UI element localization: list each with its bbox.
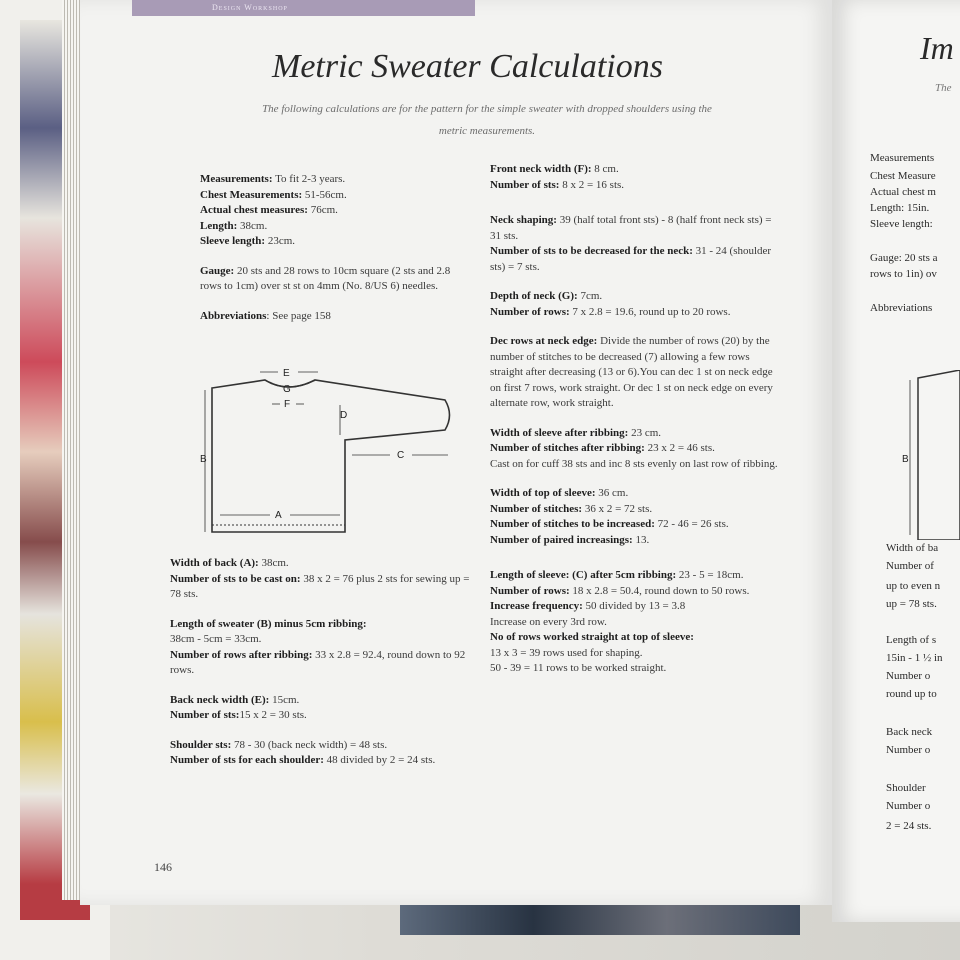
cast-on-label: Number of sts to be cast on: (170, 572, 301, 585)
sleeve-rib-sts-value: 23 x 2 = 46 sts. (647, 442, 715, 454)
right-page-line: Abbreviations (870, 302, 933, 314)
neck-depth-label: Depth of neck (G): (490, 290, 578, 302)
sleeve-rows-label: Number of rows: (490, 584, 570, 597)
length-label: Length: (200, 219, 238, 232)
sleeve-rib-sts-label: Number of stitches after ribbing: (490, 442, 645, 454)
front-neck-label: Front neck width (F): (490, 163, 592, 175)
right-page-line: Width of ba (886, 542, 939, 554)
right-page-line: Measurements (870, 152, 935, 164)
neck-shaping-value: 39 (half total front sts) - 8 (half front neck sts) = 31 sts. (490, 214, 772, 242)
sleeve-rib-width-label: Width of sleeve after ribbing: (490, 426, 629, 439)
neck-shaping-label: Neck shaping: (490, 214, 557, 226)
back-width-block (170, 556, 470, 603)
gauge-block (200, 264, 460, 295)
chest-value: 51-56cm. (304, 188, 347, 201)
label-f: F (284, 399, 291, 410)
shoulder-label: Shoulder sts: (170, 738, 232, 751)
front-neck-sts-value: 8 x 2 = 16 sts. (562, 178, 625, 191)
actual-chest-value: 76cm. (310, 204, 338, 216)
right-page-line: Gauge: 20 sts a (870, 252, 938, 264)
sweater-length-label: Length of sweater (B) minus 5cm ribbing: (170, 617, 367, 630)
sleeve-rib-note: Cast on for cuff 38 sts and inc 8 sts evenly on last row of ribbing. (490, 457, 778, 470)
right-page-line: Number o (886, 744, 931, 756)
label-e: E (283, 368, 290, 379)
neck-dec-value: 31 - 24 (shoulder sts) = 7 sts. (490, 245, 772, 273)
neck-shaping-block (490, 213, 780, 275)
front-neck-block (490, 162, 780, 193)
measurements-label: Measurements: (200, 173, 273, 185)
back-neck-block (170, 693, 470, 724)
page-number: 146 (154, 860, 172, 874)
neck-depth-block (490, 289, 780, 320)
intro-text: The following calculations are for the pattern for the simple sweater with dropped shoulders using the metric measurements. (262, 103, 712, 137)
neck-dec-label: Number of sts to be decreased for the neck: (490, 245, 693, 257)
right-page-line: round up to (886, 688, 937, 700)
back-calculations-column (170, 556, 470, 783)
neck-rows-label: Number of rows: (490, 305, 570, 318)
right-page-line: Actual chest m (870, 186, 936, 198)
back-width-value: 38cm. (261, 557, 289, 569)
length-value: 38cm. (240, 219, 268, 232)
sleeve-length-calc-value: 23 - 5 = 18cm. (678, 569, 744, 581)
measurements-value: To fit 2-3 years. (275, 173, 346, 185)
right-page-line: Sleeve length: (870, 218, 933, 230)
neck-depth-value: 7cm. (580, 290, 603, 302)
sweater-length-value: 38cm - 5cm = 33cm. (170, 633, 262, 645)
front-and-sleeve-column (490, 162, 780, 691)
label-d: D (340, 410, 348, 421)
abbreviations-value: : See page 158 (266, 309, 331, 322)
right-page-line: Number o (886, 800, 931, 812)
page-title: Metric Sweater Calculations (272, 48, 663, 85)
sleeve-top-label: Width of top of sleeve: (490, 487, 596, 499)
straight-rows-line-2: 50 - 39 = 11 rows to be worked straight. (490, 662, 667, 674)
section-label: Design Workshop (212, 3, 288, 12)
sleeve-top-value: 36 cm. (598, 487, 629, 499)
back-neck-label: Back neck width (E): (170, 693, 270, 706)
front-neck-sts-label: Number of sts: (490, 178, 560, 191)
right-page-line: Number of (886, 560, 934, 572)
sleeve-inc-value: 72 - 46 = 26 sts. (657, 518, 729, 530)
dec-rows-block (490, 334, 780, 412)
straight-rows-line-1: 13 x 3 = 39 rows used for shaping. (490, 646, 643, 659)
shoulder-each-label: Number of sts for each shoulder: (170, 754, 324, 766)
inc-frequency-value: 50 divided by 13 = 3.8 (585, 600, 686, 612)
shoulder-block (170, 738, 470, 769)
label-g: G (283, 384, 291, 395)
right-page-line: Shoulder (886, 782, 926, 794)
right-page-line: 2 = 24 sts. (886, 820, 932, 832)
sleeve-ribbing-block (490, 426, 780, 473)
sweater-diagram (190, 360, 470, 540)
right-page-diagram (900, 370, 960, 540)
right-page-line: Number o (886, 670, 931, 682)
book-bottom-edge (400, 905, 800, 935)
section-header-bar (132, 0, 475, 16)
label-b: B (200, 454, 207, 465)
inc-frequency-label: Increase frequency: (490, 600, 583, 612)
shoulder-value: 78 - 30 (back neck width) = 48 sts. (233, 738, 388, 751)
neck-rows-value: 7 x 2.8 = 19.6, round up to 20 rows. (572, 305, 731, 318)
sweater-length-block (170, 617, 470, 679)
back-neck-value: 15cm. (272, 693, 300, 706)
back-neck-sts-value: 15 x 2 = 30 sts. (239, 709, 307, 721)
right-page-line: 15in - 1 ½ in (886, 652, 943, 664)
sleeve-top-block (490, 486, 780, 548)
right-page-line: rows to 1in) ov (870, 268, 937, 280)
measurements-column (200, 172, 460, 338)
right-page-line: Length of s (886, 634, 937, 646)
right-label-b: B (902, 454, 909, 465)
measurements-block (200, 172, 460, 250)
back-neck-sts-label: Number of sts: (170, 709, 240, 721)
right-page-line: up = 78 sts. (886, 598, 937, 610)
sleeve-length-calc-label: Length of sleeve: (C) after 5cm ribbing: (490, 569, 677, 581)
sleeve-rows-value: 18 x 2.8 = 50.4, round down to 50 rows. (572, 584, 750, 597)
dec-rows-value: Divide the number of rows (20) by the number of stitches to be decreased (7) allowing a few rows straight after decreasing (13 or 6).You can dec 1 st on neck edge on first 7 rows, work straight. Or dec 1 st on neck edge on every alternate row, work straight. (490, 335, 773, 409)
cast-on-value: 38 x 2 = 76 plus 2 sts for sewing up = 78 sts. (170, 572, 470, 600)
right-page-subtitle: The (935, 82, 952, 94)
sleeve-rib-width-value: 23 cm. (631, 426, 662, 439)
right-page-title: Im (920, 30, 954, 66)
dec-rows-label: Dec rows at neck edge: (490, 335, 598, 347)
abbreviations-label: Abbreviations (200, 309, 267, 322)
label-a: A (275, 510, 282, 521)
sleeve-top-sts-label: Number of stitches: (490, 502, 583, 515)
label-c: C (397, 450, 405, 461)
straight-rows-label: No of rows worked straight at top of sleeve: (490, 631, 694, 643)
sleeve-length-value: 23cm. (267, 235, 296, 247)
back-width-label: Width of back (A): (170, 557, 259, 569)
sleeve-inc-label: Number of stitches to be increased: (490, 518, 655, 530)
rows-after-ribbing-label: Number of rows after ribbing: (170, 648, 313, 661)
actual-chest-label: Actual chest measures: (200, 204, 308, 216)
inc-frequency-note: Increase on every 3rd row. (490, 615, 607, 628)
sleeve-top-sts-value: 36 x 2 = 72 sts. (584, 502, 653, 515)
abbreviations-block (200, 309, 460, 325)
sleeve-length-label: Sleeve length: (200, 235, 266, 247)
paired-inc-label: Number of paired increasings: (490, 533, 633, 546)
chest-label: Chest Measurements: (200, 188, 303, 201)
sleeve-length-block (490, 568, 780, 677)
right-page-line: Back neck (886, 726, 933, 738)
right-page-line: Chest Measure (870, 170, 936, 182)
paired-inc-value: 13. (635, 533, 650, 546)
shoulder-each-value: 48 divided by 2 = 24 sts. (326, 754, 436, 766)
sweater-outline (212, 380, 450, 532)
gauge-label: Gauge: (200, 264, 235, 277)
right-page-line: up to even n (886, 580, 941, 592)
right-page-line: Length: 15in. (870, 202, 930, 214)
rows-after-ribbing-value: 33 x 2.8 = 92.4, round down to 92 rows. (170, 648, 466, 676)
gauge-value: 20 sts and 28 rows to 10cm square (2 sts and 2.8 rows to 1cm) over st st on 4mm (No. 8/US 6) needles. (200, 264, 451, 292)
front-neck-value: 8 cm. (594, 163, 619, 175)
